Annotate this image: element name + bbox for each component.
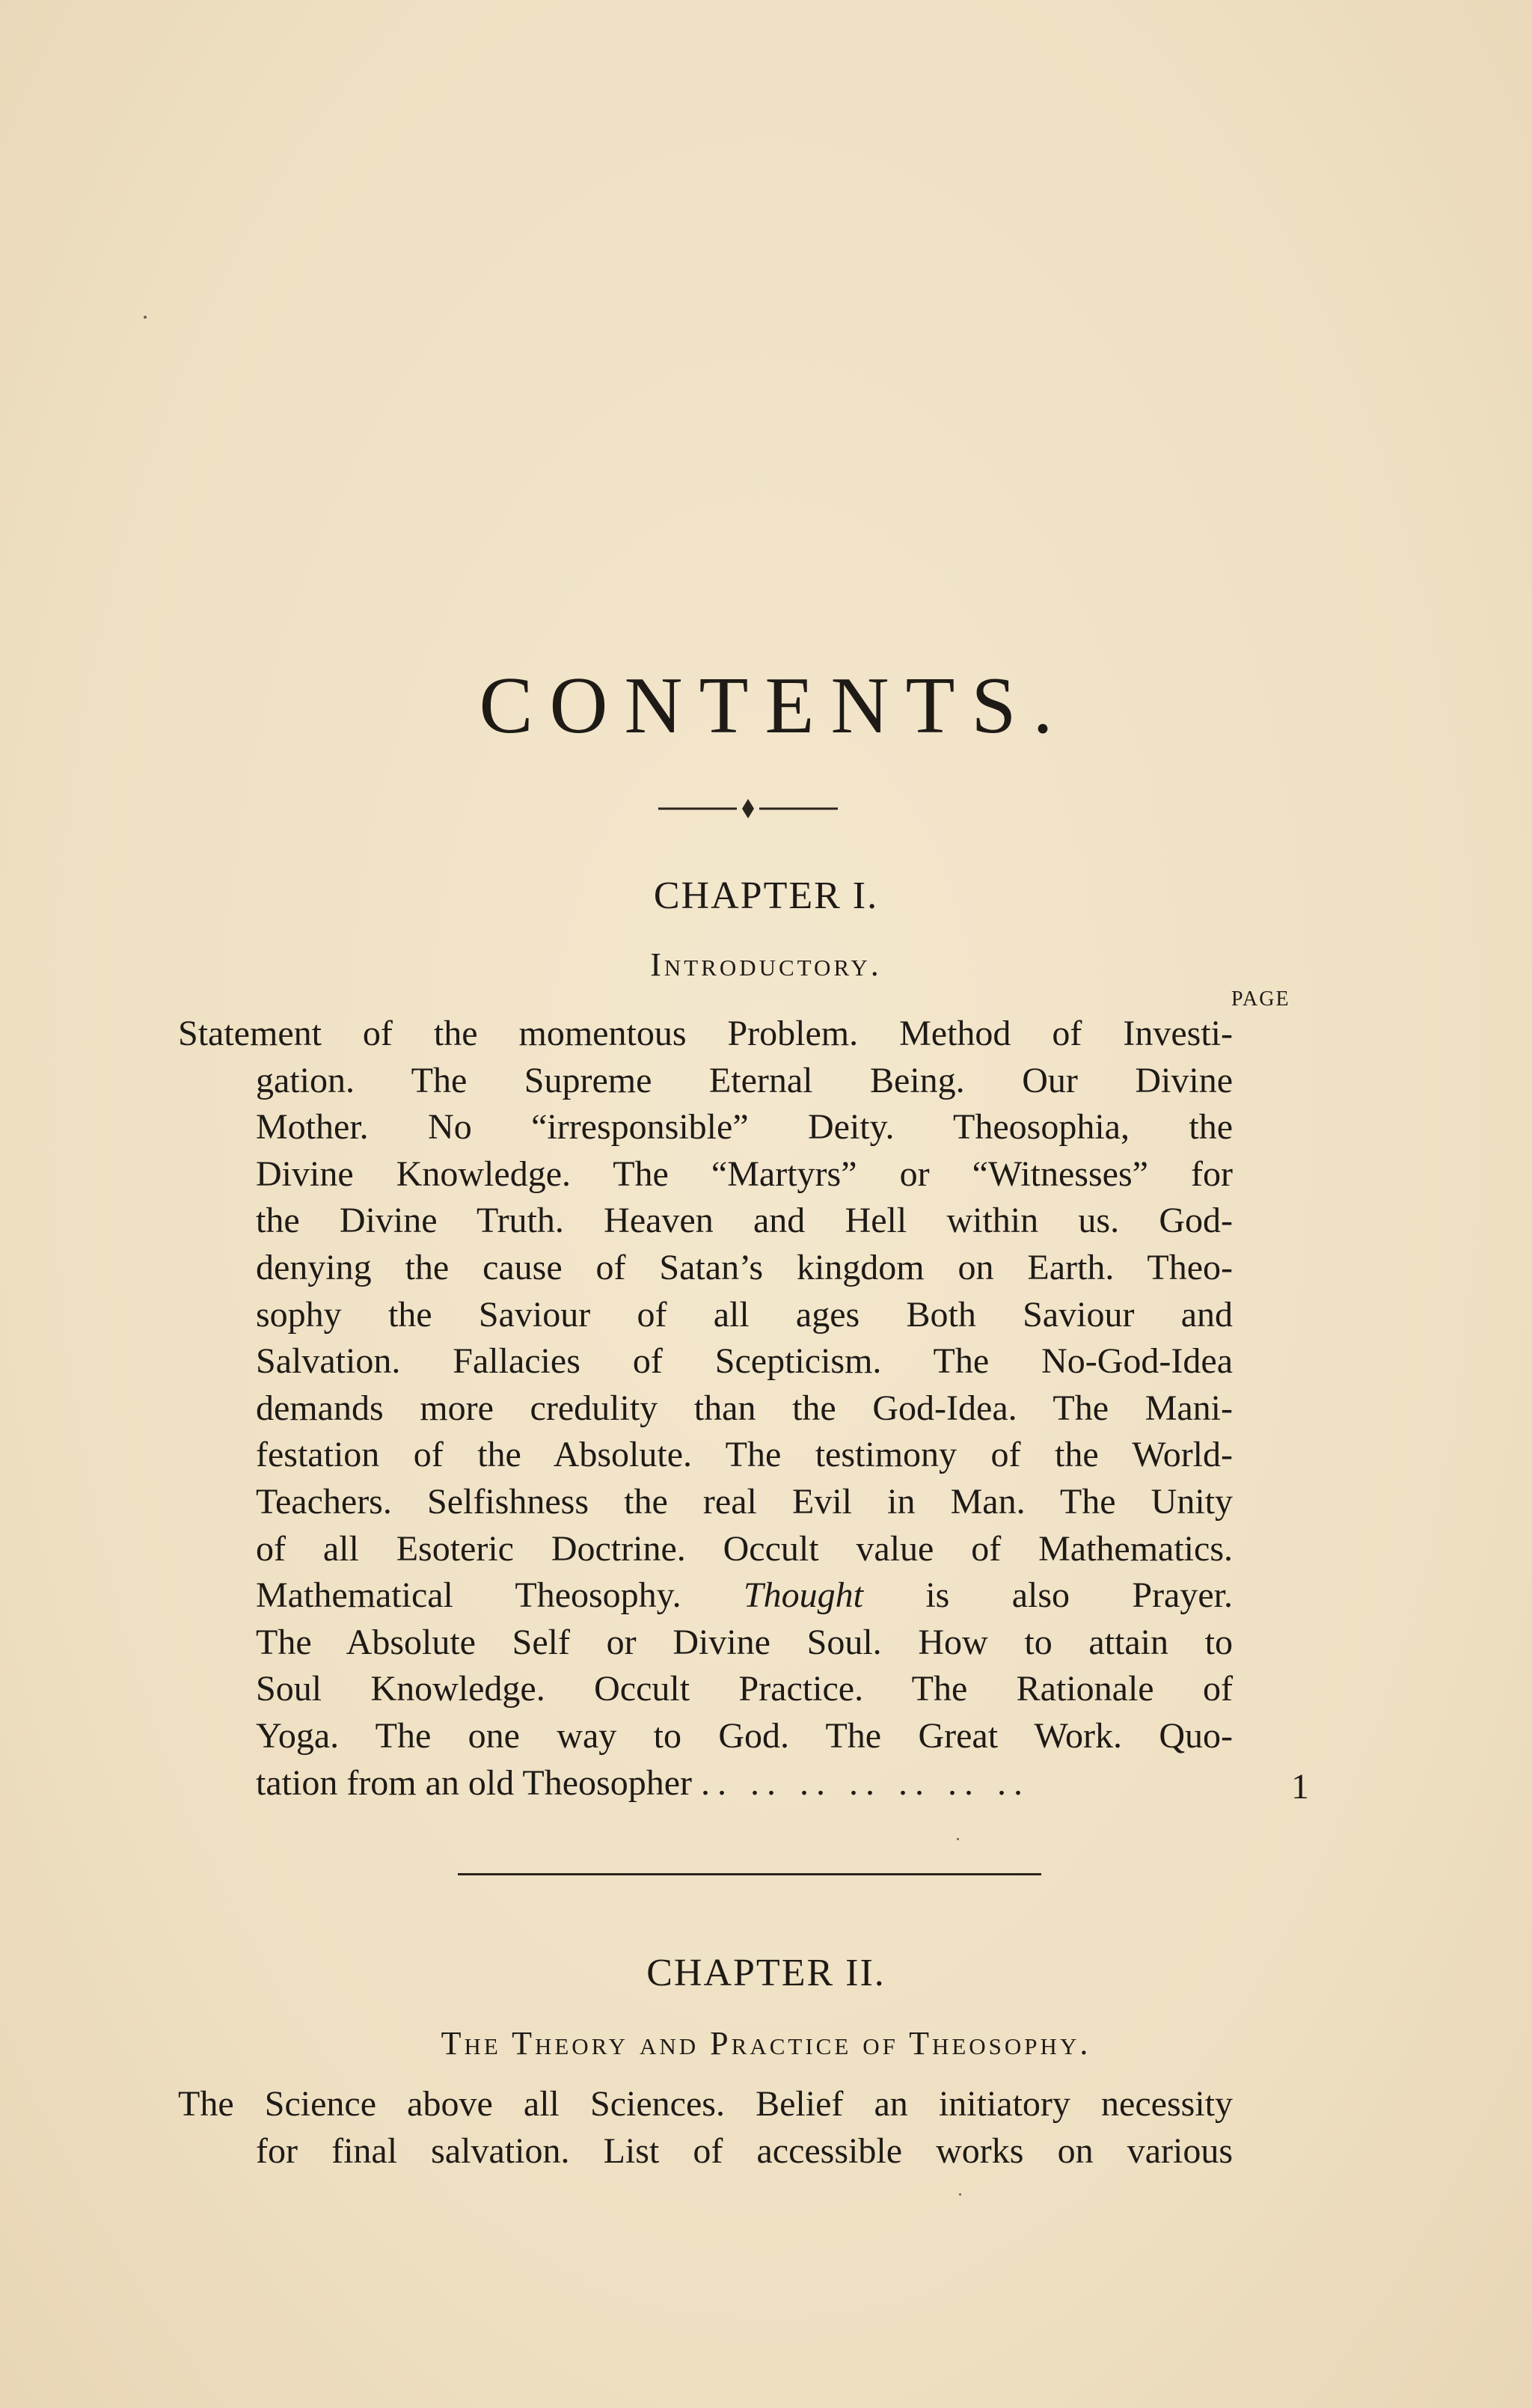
synopsis-line: Salvation. Fallacies of Scepticism. The No-God-Idea [256, 1341, 1233, 1382]
paper-speck [144, 316, 147, 319]
page-column-label: PAGE [1231, 987, 1290, 1011]
synopsis-line: gation. The Supreme Eternal Being. Our Divine [256, 1060, 1233, 1100]
chapter-2-heading: CHAPTER II. [646, 1952, 886, 1994]
paper-speck [959, 2193, 961, 2196]
synopsis-line: denying the cause of Satan’s kingdom on Earth. Theo- [256, 1247, 1233, 1287]
chapter-2-synopsis [178, 2081, 1233, 2175]
synopsis-line: Soul Knowledge. Occult Practice. The Rationale of [256, 1669, 1233, 1709]
synopsis-line: Yoga. The one way to God. The Great Work. Quo- [256, 1715, 1233, 1756]
synopsis-text: tation from an old Theosopher [256, 1762, 692, 1803]
chapter-1-title: Introductory. [650, 946, 882, 983]
synopsis-line: Divine Knowledge. The “Martyrs” or “Witnesses” for [256, 1154, 1233, 1194]
chapter-1-heading: CHAPTER I. [653, 874, 879, 917]
synopsis-line: of all Esoteric Doctrine. Occult value of Mathematics. [256, 1528, 1233, 1569]
synopsis-text: is also Prayer. [925, 1575, 1233, 1616]
diamond-rule-ornament [658, 797, 838, 820]
chapter-divider-rule [458, 1873, 1041, 1875]
contents-heading: CONTENTS. [479, 661, 1070, 750]
synopsis-line: Teachers. Selfishness the real Evil in Man. The Unity [256, 1481, 1233, 1522]
synopsis-line: The Science above all Sciences. Belief an initiatory necessity [178, 2084, 1233, 2124]
synopsis-line: The Absolute Self or Divine Soul. How to attain to [256, 1622, 1233, 1662]
synopsis-line: festation of the Absolute. The testimony of the World- [256, 1435, 1233, 1475]
synopsis-italic-word: Thought [743, 1575, 863, 1616]
synopsis-line: for final salvation. List of accessible works on various [256, 2130, 1233, 2171]
synopsis-line: sophy the Saviour of all ages Both Saviour and [256, 1294, 1233, 1335]
chapter-1-page-number: 1 [1291, 1767, 1309, 1807]
synopsis-line: the Divine Truth. Heaven and Hell within us. God- [256, 1201, 1233, 1241]
paper-speck [957, 1838, 959, 1840]
synopsis-line: Statement of the momentous Problem. Method of Investi- [178, 1014, 1233, 1053]
chapter-2-title: The Theory and Practice of Theosophy. [441, 2025, 1091, 2062]
chapter-1-synopsis [178, 1011, 1233, 1807]
synopsis-line: demands more credulity than the God-Idea. The Mani- [256, 1388, 1233, 1428]
synopsis-line [256, 1572, 1233, 1620]
synopsis-line [256, 1760, 1233, 1807]
synopsis-text: Mathematical Theosophy. [256, 1575, 681, 1616]
synopsis-line: Mother. No “irresponsible” Deity. Theosophia, the [256, 1107, 1233, 1148]
dot-leaders: .. .. .. .. .. .. .. [700, 1762, 1030, 1803]
